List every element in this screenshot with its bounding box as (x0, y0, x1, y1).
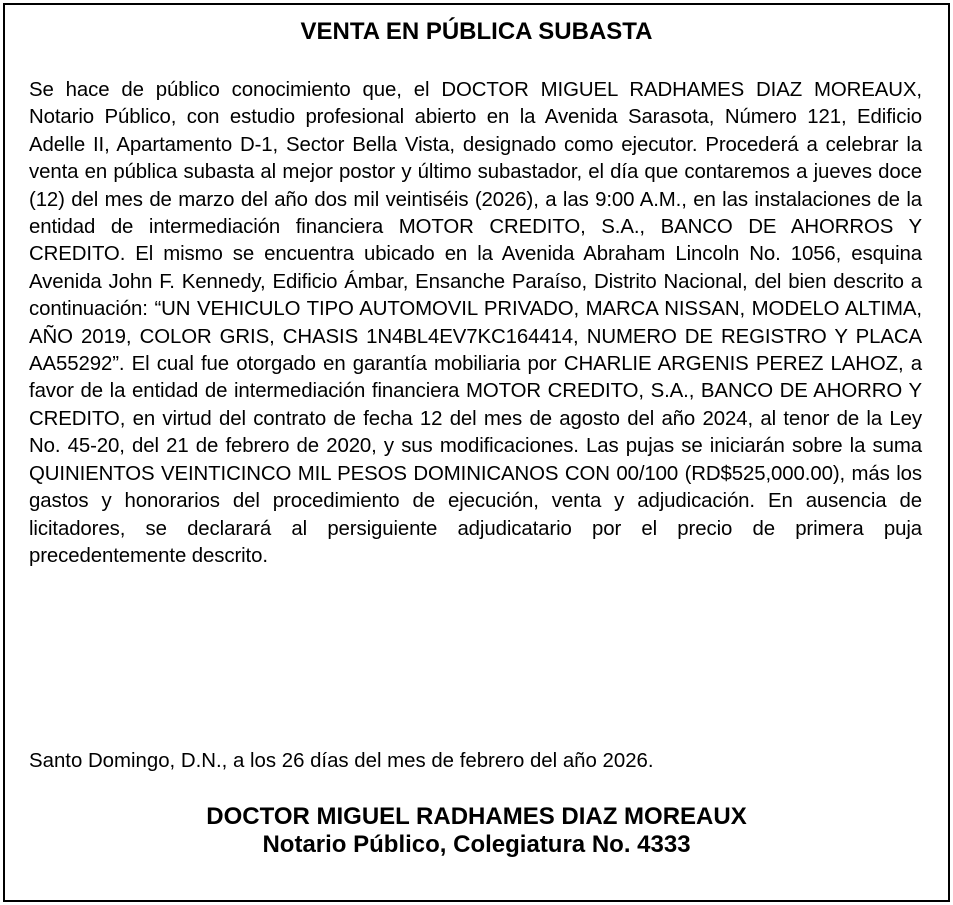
notice-body: Se hace de público conocimiento que, el DOCTOR MIGUEL RADHAMES DIAZ MOREAUX, Notario Público, con estudio profesional abierto en la Avenida Sarasota, Número 121, Edificio Adelle II, Apartamento D-1, Sector Bella Vista, designado como ejecutor. Procederá a celebrar la venta en pública subasta al mejor postor y último subastador, el día que contaremos a jueves doce (12) del mes de marzo del año dos mil veintiséis (2026), a las 9:00 A.M., en las instalaciones de la entidad de intermediación financiera MOTOR CREDITO, S.A., BANCO DE AHORROS Y CREDITO. El mismo se encuentra ubicado en la Avenida Abraham Lincoln No. 1056, esquina Avenida John F. Kennedy, Edificio Ámbar, Ensanche Paraíso, Distrito Nacional, del bien descrito a continuación: “UN VEHICULO TIPO AUTOMOVIL PRIVADO, MARCA NISSAN, MODELO ALTIMA, AÑO 2019, COLOR GRIS, CHASIS 1N4BL4EV7KC164414, NUMERO DE REGISTRO Y PLACA AA55292”. El cual fue otorgado en garantía mobiliaria por CHARLIE ARGENIS PEREZ LAHOZ, a favor de la entidad de intermediación financiera MOTOR CREDITO, S.A., BANCO DE AHORRO Y CREDITO, en virtud del contrato de fecha 12 del mes de agosto del año 2024, al tenor de la Ley No. 45-20, del 21 de febrero de 2020, y sus modificaciones. Las pujas se iniciarán sobre la suma QUINIENTOS VEINTICINCO MIL PESOS DOMINICANOS CON 00/100 (RD$525,000.00), más los gastos y honorarios del procedimiento de ejecución, venta y adjudicación. En ausencia de licitadores, se declarará al persiguiente adjudicatario por el precio de primera puja precedentemente descrito. (29, 79, 922, 567)
notice-closing-date: Santo Domingo, D.N., a los 26 días del mes de febrero del año 2026. (29, 750, 654, 772)
signature-block (5, 803, 948, 859)
auction-notice (3, 3, 950, 902)
signature-title: Notario Público, Colegiatura No. 4333 (262, 831, 691, 858)
signature-name: DOCTOR MIGUEL RADHAMES DIAZ MOREAUX (206, 803, 747, 830)
notice-title: VENTA EN PÚBLICA SUBASTA (300, 18, 653, 45)
